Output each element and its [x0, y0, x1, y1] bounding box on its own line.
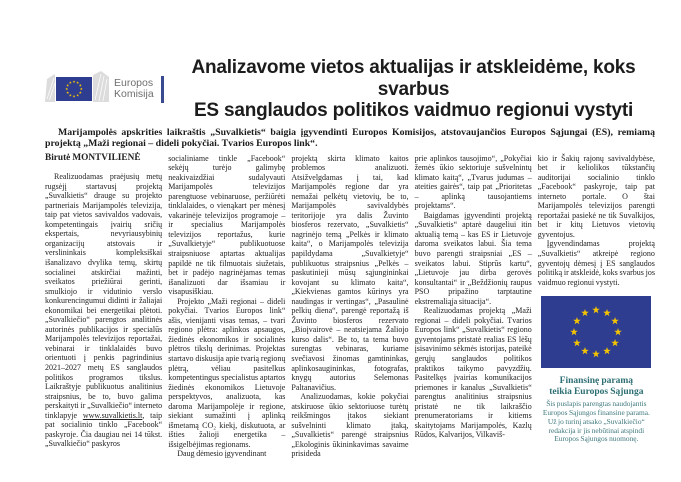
funding-disclaimer: Šis puslapis parengtas naudojantis Europos Sąjungos finansine parama. Už jo turinį atsako „Suvalkiečio“ redakcija ir jis nebūtinai atspindi Europos Sąjungos nuomonę. [542, 399, 650, 444]
paragraph: Projekto „Maži regionai – dideli pokyčiai. Tvarios Europos link“ ašis, vienijanti visas temas, – tvari regiono plėtra: aplinkos apsaugos, žiedinės ekonomikos ir socialinės plėtros tikslų derinimas. Projektas startavo diskusija apie tvarią regionų plėtrą, vėliau pasitelkus kompetentingus specialistus aptartos žiedinės ekonomikos Lietuvoje perspektyvos, analizuota, kas daroma Marijampolėje ir regione, siekiant sumažinti į aplinką išmetamą CO₂ kiekį, diskutuota, ar išties žalioji energetika – išsigelbėjimas regionams. [168, 296, 286, 449]
logo-org-line1: Europos [114, 76, 154, 89]
paragraph: socialiniame tinkle „Facebook“ sekėjų turėjo galimybę neakivaizdžiai sudalyvauti Marijampolės televizijos parengtuose vebinaruose, peržiūrėti tinklalaides, o vienąkart per mėnesį vakarinėje televizijos programoje – ir specialius Marijampolės televizijos reportažus, kurie „Suvalkietyje“ publikuotuose straipsniuose aptartas aktualijas papildė ne tik filmuotais siužetais, bet ir padėjo nagrinėjamas temas išanalizuoti dar išsamiau ir visapusiškiau. [168, 153, 286, 297]
funding-caption [538, 376, 655, 398]
article-body [45, 154, 655, 460]
column-1 [45, 154, 162, 460]
article-title [172, 57, 655, 122]
funding-caption-line1: Finansinę paramą [559, 376, 634, 387]
paragraph [45, 172, 162, 449]
paragraph: Daug dėmesio įgyvendinant [177, 449, 267, 459]
logo-org-line2: Komisija [114, 88, 154, 101]
paragraph: prie aplinkos tausojimo“, „Pokyčiai žemės ūkio sektoriuje sušvelnintų klimato kaitą“, „Tvarus judumas – ateities gairės“, taip pat „Prioritetas – aplinką tausojantiems projektams“. [414, 153, 532, 211]
paragraph: projektą skirta klimato kaitos problemos analizuoti. Atsižvelgdamas į tai, kad Marijampolės regione dar yra nemažai pelkėtų vietovių, be to, Marijampolės savivaldybės teritorijoje yra dalis Žuvinto biosferos rezervato, „Suvalkietis“ nagrinėjo temą „Pelkės ir klimato kaita“, o Marijampolės televizija papildydama „Suvalkietyje“ publikuotus straipsnius „Pelkės – paskutinieji mūsų sąjungininkai kovojant su klimato kaita“, „Kiekvienas gamtos kūrinys yra naudingas ir vertingas“, „Pasaulinė pelkių diena“, parengė reportažą iš Žuvinto biosferos rezervato „Bioįvairovė – neatsiejama Žaliojo kurso dalis“. Be to, ta tema buvo surengtas vebinaras, kuriame svečiavosi žinomas gamtininkas, aplinkosaugininkas, fotografas, knygų autorius Selemonas Paltanavičius. [291, 153, 409, 392]
eu-flag-icon [56, 77, 92, 101]
suvalkietis-link[interactable]: www.suvalkietis.lt [82, 410, 143, 420]
article-title-line1: Analizavome vietos aktualijas ir atskleidėme, koks svarbus [191, 57, 636, 100]
european-commission-logo [45, 69, 172, 109]
article-title-line2: ES sanglaudos politikos vaidmuo regionui vystyti [193, 100, 634, 121]
logo-org-name [114, 78, 154, 101]
paragraph-text: , taip pat socialinio tinklo „Facebook“ paskyroje. Čia daugiau nei 14 tūkst. „Suvalkiečio“ paskyros [45, 410, 163, 449]
logo-divider [161, 76, 164, 103]
paragraph: Baigdamas įgyvendinti projektą „Suvalkietis“ aptarė daugeliui itin aktualią temą – kas ES ir Lietuvoje daroma sveikatos labui. Šia tema buvo parengti straipsniai „ES – sveikatos labui. Stiprūs kartu“, „Lietuvoje jau dirba gerovės konsultantai“ ir „Beždžionių raupus PSO pripažino tarptautine ekstremaliąja situacija“. [414, 210, 532, 306]
column-2 [168, 154, 285, 460]
column-4 [415, 154, 532, 460]
byline: Birutė MONTVILIENĖ [45, 152, 141, 163]
paragraph: Analizuodamas, kokie pokyčiai atskiruose ūkio sektoriuose turėtų reikšmingos įtakos siekiant sušvelninti klimato įtaką, „Suvalkietis“ parengė straipsnius „Ekologinis ūkininkavimas savaime prisideda [291, 392, 409, 459]
paragraph: kio ir Šakių rajonų savivaldybėse, bet ir keliolikos tūkstančių auditorijai socialinio tinklo „Facebook“ paskyroje, taip pat interneto portale. O štai Marijampolės televizijos parengti reportažai pasiekė ne tik Suvalkijos, bet ir kitų Lietuvos vietovių gyventojus. [537, 153, 655, 239]
funding-caption-line2: teikia Europos Sąjunga [549, 387, 644, 398]
eu-flag-image [541, 296, 651, 368]
paragraph-text: Realizuodamas praėjusių metų rugsėjį startavusį projektą „Suvalkietis“ drauge su projekto partneriais Marijampolės televizija, taip pat vietos savivaldos vadovais, kompetentingais įvairių sričių ekspertais, nevyriausybinių organizacijų atstovais ir verslininkais kompleksiškai išanalizavo dvylika temų, skirtų socialinei atskirčiai mažinti, sveikatos priežiūrai gerinti, smulkiojo ir vidutinio verslo konkurencingumui didinti ir žaliajai ekonomikai bei energetikai plėtoti. „Suvalkiečio“ parengtos analitinės autorinės publikacijos ir specialūs Marijampolės televizijos reportažai, vebinarai ir tinklalaidės buvo orientuoti į penkis pagrindinius 2021–2027 metų ES sanglaudos politikos programos tikslus. Laikraštyje publikuotus analitinius straipsnius, be to, buvo galima perskaityti ir „Suvalkiečio“ interneto tinklapyje [45, 172, 163, 420]
lead-paragraph: Marijampolės apskrities laikraštis „Suvalkietis“ baigia įgyvendinti Europos Komisijos, atstovaujančios Europos Sąjungai (ES), remiamą projektą „Maži regionai – dideli pokyčiai. Tvarios Europos link“. [45, 126, 655, 149]
paragraph: Realizuodamas projektą „Maži regionai – dideli pokyčiai. Tvarios Europos link“ „Suvalkietis“ regiono gyventojams pristatė realias ES lėšų įsisavinimo sėkmės istorijas, pateikė gerųjų sanglaudos politikos praktikos taikymo pavyzdžių. Pasitelkęs įvairias komunikacijos priemones ir kanalus „Suvalkietis“ parengtus analitinius straipsnius pristatė ne tik laikraščio prenumeratoriams ir kitiems skaitytojams Marijampolės, Kazlų Rūdos, Kalvarijos, Vilkaviš- [414, 306, 532, 440]
eu-funding-block [538, 296, 655, 444]
header [45, 57, 655, 122]
column-5 [538, 154, 655, 460]
ec-building-flag-icon [45, 69, 109, 109]
column-3 [291, 154, 408, 460]
paragraph: Įgyvendindamas projektą „Suvalkietis“ atkreipė regiono gyventojų dėmesį į ES sanglaudos politiką ir atskleidė, koks svarbus jos vaidmuo regionui vystyti. [537, 239, 655, 287]
